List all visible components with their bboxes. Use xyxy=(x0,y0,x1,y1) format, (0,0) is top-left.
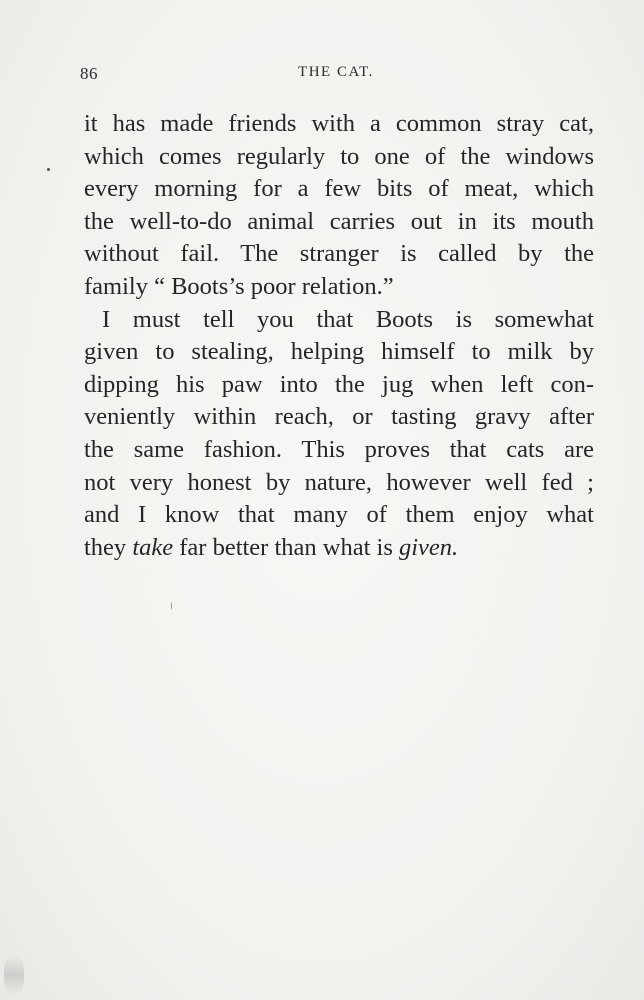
text-line: family “ Boots’s poor relation.” xyxy=(84,272,394,300)
running-title: THE CAT. xyxy=(298,64,374,80)
body-text xyxy=(84,108,594,564)
text-line: dipping his paw into the jug when left con- xyxy=(84,370,594,398)
text-segment: far better than what is xyxy=(173,533,399,561)
text-line: given to stealing, helping himself to milk by xyxy=(84,338,594,366)
text-line: the same fashion. This proves that cats are xyxy=(84,435,594,463)
text-line: and I know that many of them enjoy what xyxy=(84,501,594,529)
scan-speck xyxy=(171,603,172,609)
italic-word-take: take xyxy=(132,533,174,561)
text-line: I must tell you that Boots is somewhat xyxy=(102,305,594,333)
page-number: 86 xyxy=(80,64,98,83)
text-line: veniently within reach, or tasting gravy after xyxy=(84,403,594,431)
text-line-final xyxy=(84,532,594,565)
text-line: it has made friends with a common stray cat, xyxy=(84,110,594,137)
scan-speck xyxy=(47,168,50,171)
text-segment: they xyxy=(84,533,133,561)
page-edge-mark xyxy=(4,955,24,995)
text-line: the well-to-do animal carries out in its mouth xyxy=(84,207,594,235)
text-line: without fail. The stranger is called by the xyxy=(84,240,594,268)
text-line: which comes regularly to one of the windows xyxy=(84,142,594,170)
text-line: every morning for a few bits of meat, which xyxy=(84,175,594,203)
text-line: not very honest by nature, however well fed ; xyxy=(84,468,594,496)
running-head xyxy=(80,64,592,88)
italic-word-given: given. xyxy=(398,533,459,561)
